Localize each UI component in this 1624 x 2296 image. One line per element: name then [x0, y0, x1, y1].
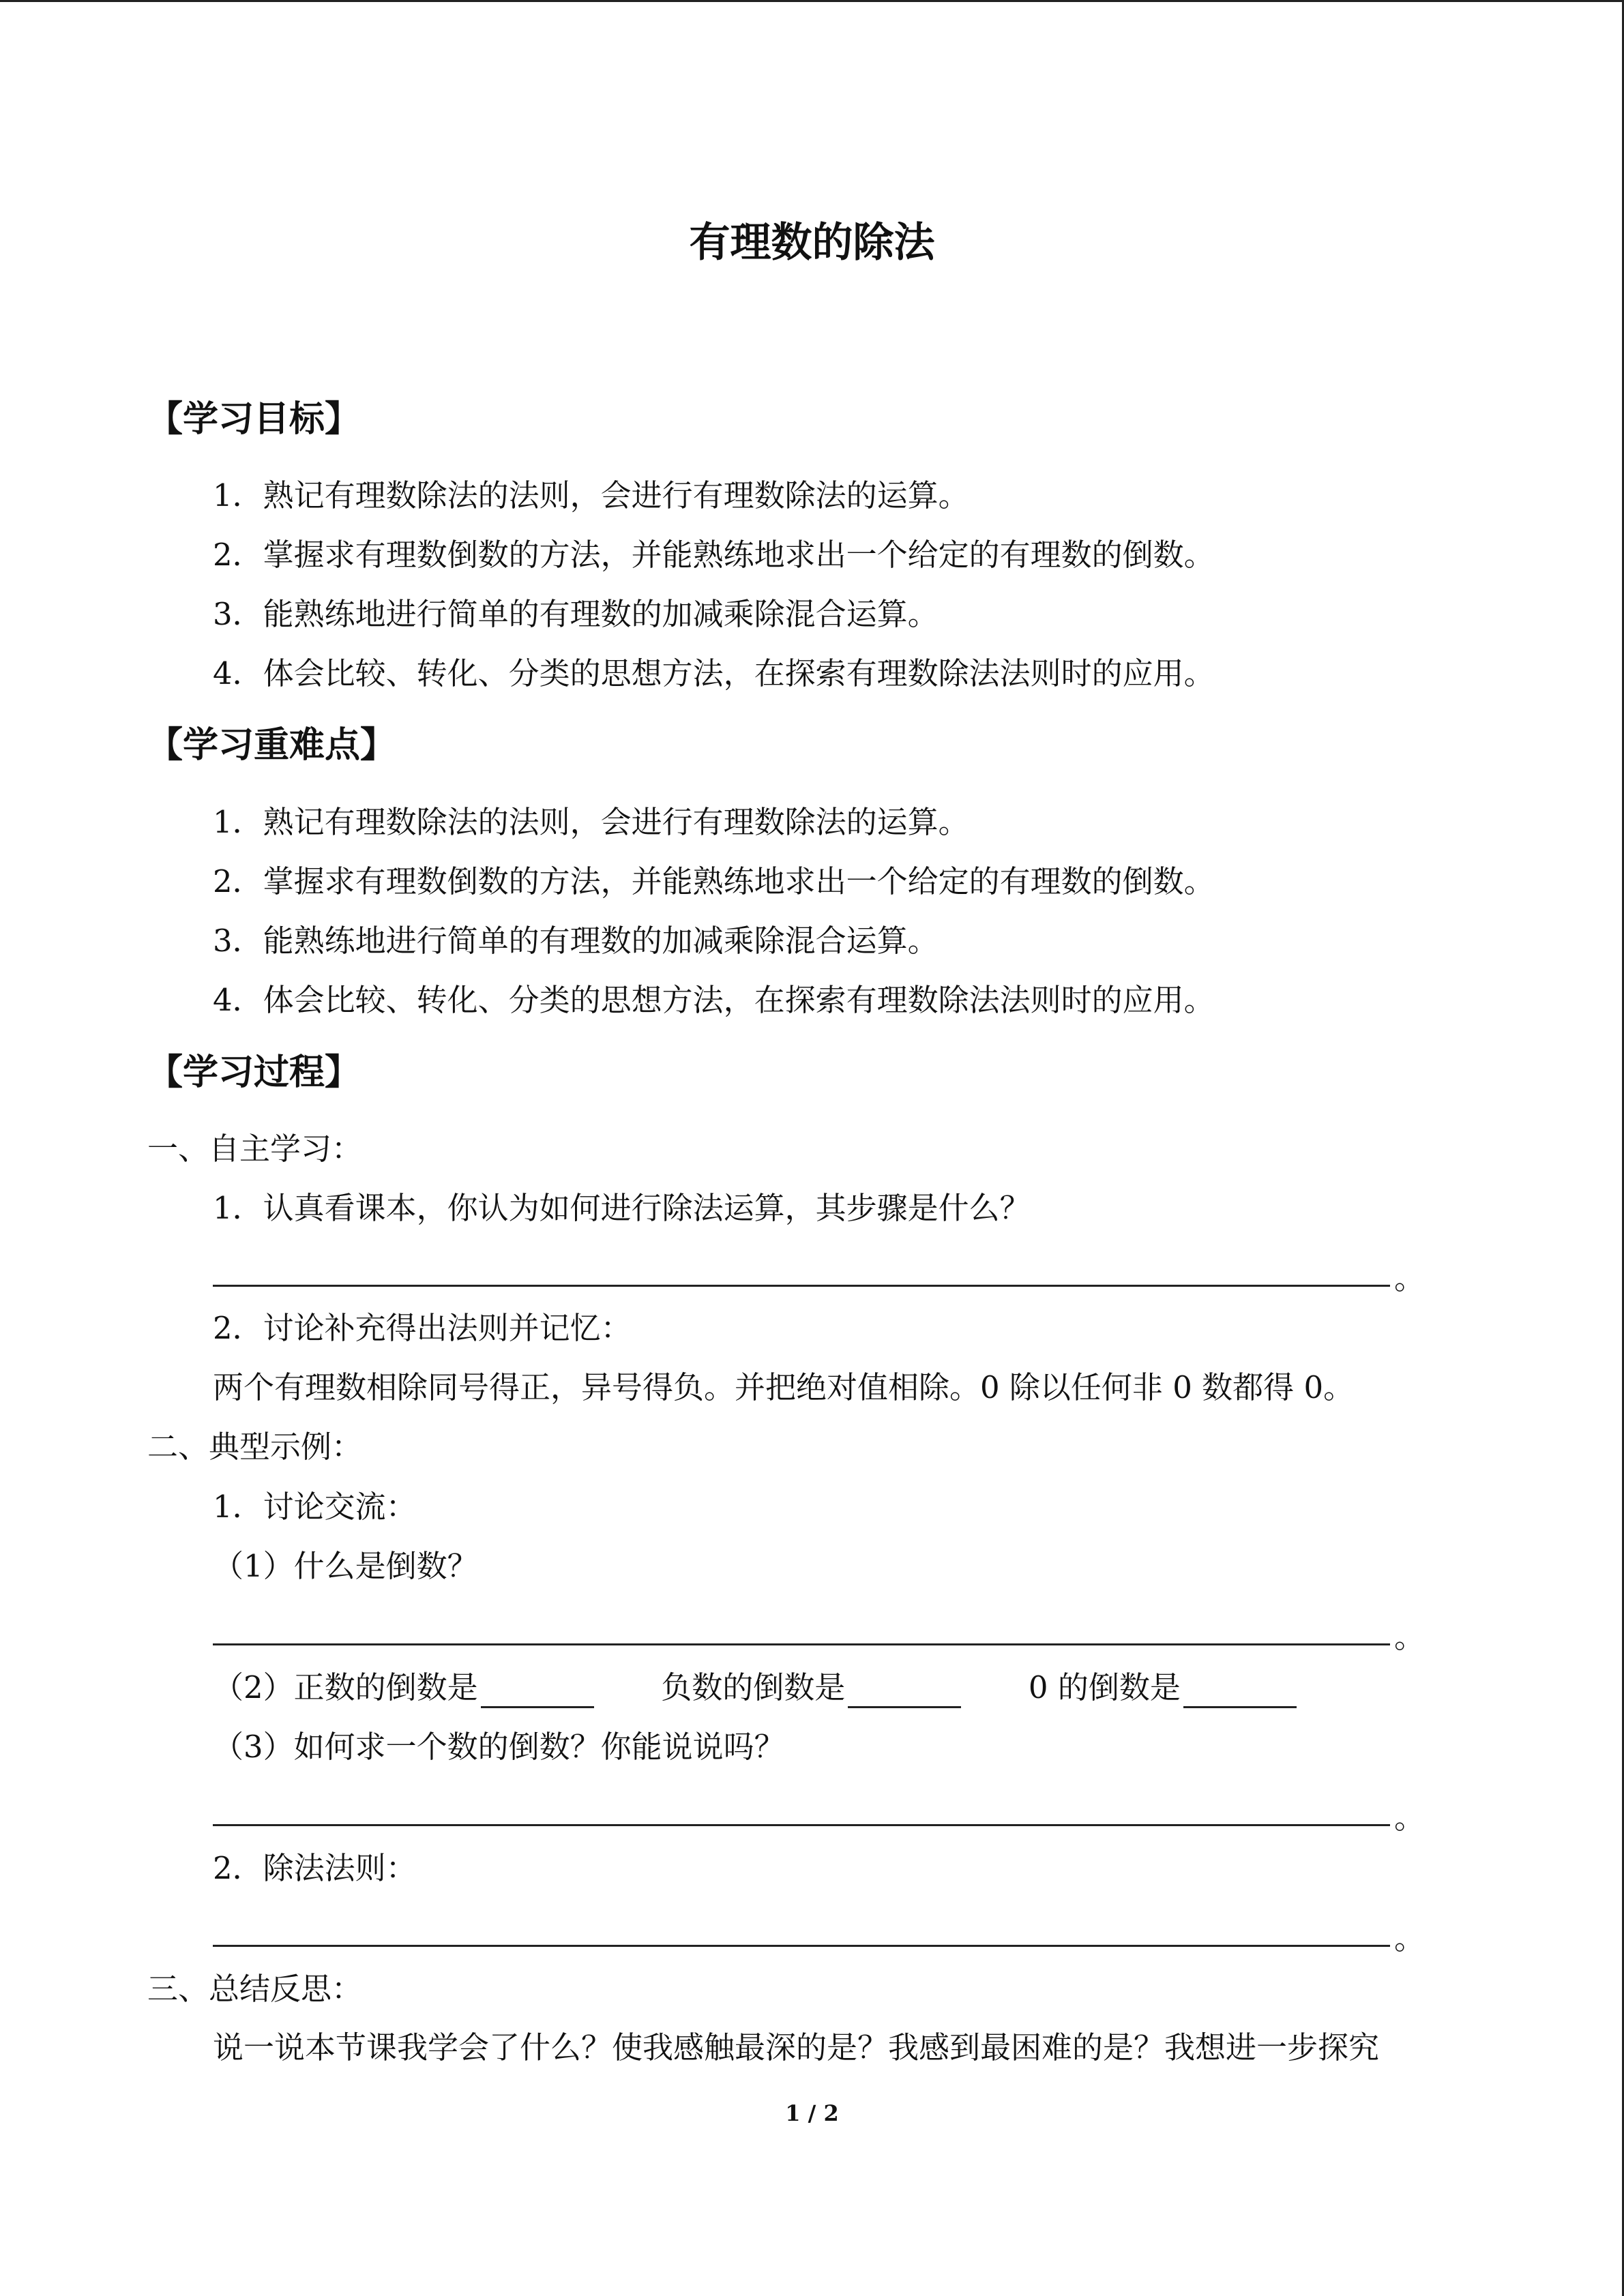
negative-reciprocal-blank[interactable] [848, 1675, 961, 1708]
part1-label: 一、自主学习： [147, 1131, 363, 1167]
negative-reciprocal-label: 负数的倒数是 [661, 1669, 846, 1705]
answer-line-2[interactable] [213, 1643, 1390, 1645]
key-item-4: 4．体会比较、转化、分类的思想方法，在探索有理数除法法则时的应用。 [213, 982, 1215, 1018]
reflection-text: 说一说本节课我学会了什么？使我感触最深的是？我感到最困难的是？我想进一步探究 [213, 2029, 1380, 2066]
sub-question-3: （3）如何求一个数的倒数？你能说说吗？ [213, 1729, 785, 1765]
goal-item-3: 3．能熟练地进行简单的有理数的加减乘除混合运算。 [213, 596, 939, 632]
zero-reciprocal-blank[interactable] [1183, 1675, 1297, 1708]
key-item-3: 3．能熟练地进行简单的有理数的加减乘除混合运算。 [213, 923, 939, 959]
goal-item-1: 1．熟记有理数除法的法则，会进行有理数除法的运算。 [213, 477, 969, 513]
page-number: 1 / 2 [785, 2100, 839, 2126]
answer-line-4[interactable] [213, 1945, 1390, 1947]
answer-line-1[interactable] [213, 1285, 1390, 1287]
discuss-label: 1．讨论交流： [213, 1489, 417, 1525]
heading-learning-process: 【学习过程】 [147, 1052, 361, 1093]
period-4: 。 [1394, 1920, 1426, 1956]
zero-reciprocal-label: 0 的倒数是 [1028, 1669, 1181, 1705]
part2-label: 二、典型示例： [147, 1429, 363, 1465]
part1-question-2: 2．讨论补充得出法则并记忆： [213, 1310, 632, 1346]
period-1: 。 [1394, 1260, 1426, 1296]
key-item-1: 1．熟记有理数除法的法则，会进行有理数除法的运算。 [213, 804, 969, 840]
period-2: 。 [1394, 1619, 1426, 1655]
answer-line-3[interactable] [213, 1824, 1390, 1826]
positive-reciprocal-blank[interactable] [481, 1675, 594, 1708]
sub-question-2 [213, 1667, 1297, 1708]
part3-label: 三、总结反思： [147, 1971, 363, 2007]
part1-question-1: 1．认真看课本，你认为如何进行除法运算，其步骤是什么？ [213, 1190, 1031, 1226]
key-item-2: 2．掌握求有理数倒数的方法，并能熟练地求出一个给定的有理数的倒数。 [213, 863, 1215, 899]
division-rule-text: 两个有理数相除同号得正，异号得负。并把绝对值相除。0 除以任何非 0 数都得 0。 [213, 1369, 1355, 1405]
goal-item-4: 4．体会比较、转化、分类的思想方法，在探索有理数除法法则时的应用。 [213, 655, 1215, 691]
goal-item-2: 2．掌握求有理数倒数的方法，并能熟练地求出一个给定的有理数的倒数。 [213, 537, 1215, 573]
sub-question-1: （1）什么是倒数？ [213, 1548, 478, 1584]
page-border-top [0, 0, 1624, 2]
heading-key-points: 【学习重难点】 [147, 725, 396, 766]
division-rule-label: 2．除法法则： [213, 1850, 417, 1886]
heading-learning-goals: 【学习目标】 [147, 399, 361, 440]
period-3: 。 [1394, 1800, 1426, 1836]
positive-reciprocal-label: （2）正数的倒数是 [213, 1669, 478, 1705]
page-title: 有理数的除法 [689, 219, 935, 267]
